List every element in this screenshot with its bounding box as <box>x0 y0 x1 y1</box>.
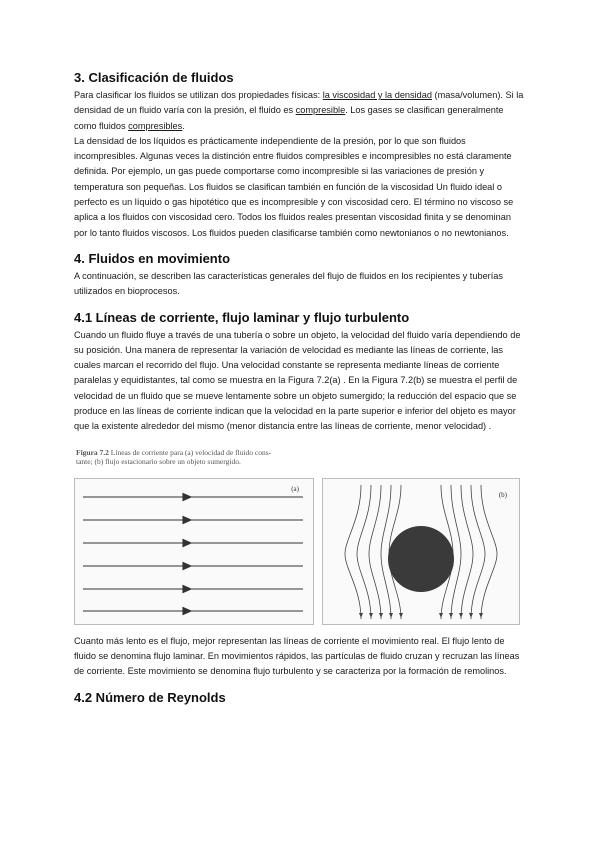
spacer <box>74 300 526 310</box>
section-4-1-paragraph-2: Cuanto más lento es el flujo, mejor representan las líneas de corriente el movimiento real. El flujo lento de fluido se denomina flujo laminar. En movimientos rápidos, las partículas de fluido cruzan y recruzan las líneas de corriente. Este movimiento se denomina flujo turbulento y se caracteriza por la formación de remolinos. <box>74 635 520 677</box>
flow-arrow <box>439 613 443 618</box>
flow-arrow <box>459 613 463 618</box>
flow-arrow <box>379 613 383 618</box>
flow-arrow <box>183 516 191 523</box>
flow-arrow <box>469 613 473 618</box>
panel-b-label: (b) <box>498 490 507 499</box>
streamline <box>481 485 497 619</box>
compresibles-link[interactable]: compresibles <box>128 120 183 131</box>
panel-a-label: (a) <box>291 484 299 493</box>
flow-arrow <box>449 613 453 618</box>
section-4-1-paragraph-1: Cuando un fluido fluye a través de una tubería o sobre un objeto, la velocidad del fluido varía dependiendo de su posición. Una manera de representar la variación de velocidad es mediante las líneas de corriente, las cuales marcan el recorrido del flujo. Una velocidad constante se representa mediante líneas de corriente paralelas y equidistantes, tal como se muestra en la Figura 7.2(a) . En la Figura 7.2(b) se muestra el perfil de velocidad de un fluido que se mueve lentamente sobre un objeto sumergido; la reducción del espacio que se produce en las líneas de corriente indican que la velocidad en la parte superior e inferior del objeto es mayor que la existente alrededor del mismo (menor distancia entre las líneas de corriente, menor velocidad) . <box>74 329 521 432</box>
flow-arrow <box>359 613 363 618</box>
section-3-title: 3. Clasificación de fluidos <box>74 70 234 85</box>
flow-arrow <box>479 613 483 618</box>
flow-arrow <box>183 585 191 592</box>
text-span: . Los gases se clasifican generalmente como fluidos <box>74 105 504 131</box>
streamline <box>369 485 381 619</box>
figure-panel-b <box>322 478 520 625</box>
spacer <box>74 680 526 690</box>
spacer <box>74 241 526 251</box>
flow-arrow <box>399 613 403 618</box>
viscosity-density-link[interactable]: la viscosidad y la densidad <box>322 90 432 100</box>
section-4-1-title: 4.1 Líneas de corriente, flujo laminar y flujo turbulento <box>74 309 410 325</box>
figure-caption-line-2: tante; (b) flujo estacionario sobre un objeto sumergido. <box>76 457 241 467</box>
text-span: . <box>182 120 185 131</box>
streamline <box>461 485 473 619</box>
flow-arrow <box>389 613 393 618</box>
figure-caption-line-1: Líneas de corriente para (a) velocidad de fluido cons- <box>110 447 272 457</box>
section-4-2-title: 4.2 Número de Reynolds <box>74 689 226 705</box>
figure-panel-a <box>74 478 314 625</box>
figure-7-2 <box>74 448 526 626</box>
section-4-title: 4. Fluidos en movimiento <box>74 250 231 266</box>
flow-around-object-diagram <box>323 479 519 624</box>
flow-arrow <box>183 493 191 500</box>
submerged-object <box>388 526 454 592</box>
flow-arrow <box>183 539 191 546</box>
parallel-streamlines-diagram <box>75 479 313 624</box>
section-4-paragraph-1: A continuación, se describen las características generales del flujo de fluidos en los recipientes y tuberías utilizados en bioprocesos. <box>74 270 503 297</box>
flow-arrow <box>369 613 373 618</box>
text-span: (masa/volumen). Si la densidad de un fluido varía con la presión, el fluido es <box>74 90 524 116</box>
document-content <box>74 70 526 708</box>
section-3-paragraph-1 <box>74 88 526 134</box>
flow-arrow <box>183 607 191 614</box>
streamline <box>345 485 361 619</box>
flow-arrow <box>183 562 191 569</box>
figure-caption <box>76 448 526 467</box>
section-3-paragraph-2: La densidad de los líquidos es prácticamente independiente de la presión, por lo que son fluidos incompresibles. Algunas veces la distinción entre fluidos compresibles e incompresibles no está claramente definida. Por ejemplo, un gas puede comportarse como incompresible si las variaciones de presión y temperatura son pequeñas. Los fluidos se clasifican también en función de la viscosidad Un fluido ideal o perfecto es un líquido o gas hipotético que es incompresible y con viscosidad cero. El término no viscoso se aplica a los fluidos con viscosidad cero. Todos los fluidos reales presentan viscosidad finita y se denominan por lo tanto fluidos viscosos. Los fluidos pueden clasificarse también como newtonianos o no newtonianos. <box>74 135 514 238</box>
compresible-link[interactable]: compresible <box>295 105 346 116</box>
figure-label: Figura 7.2 <box>76 447 109 457</box>
text-span: Para clasificar los fluidos se utilizan dos propiedades físicas: <box>74 90 323 100</box>
